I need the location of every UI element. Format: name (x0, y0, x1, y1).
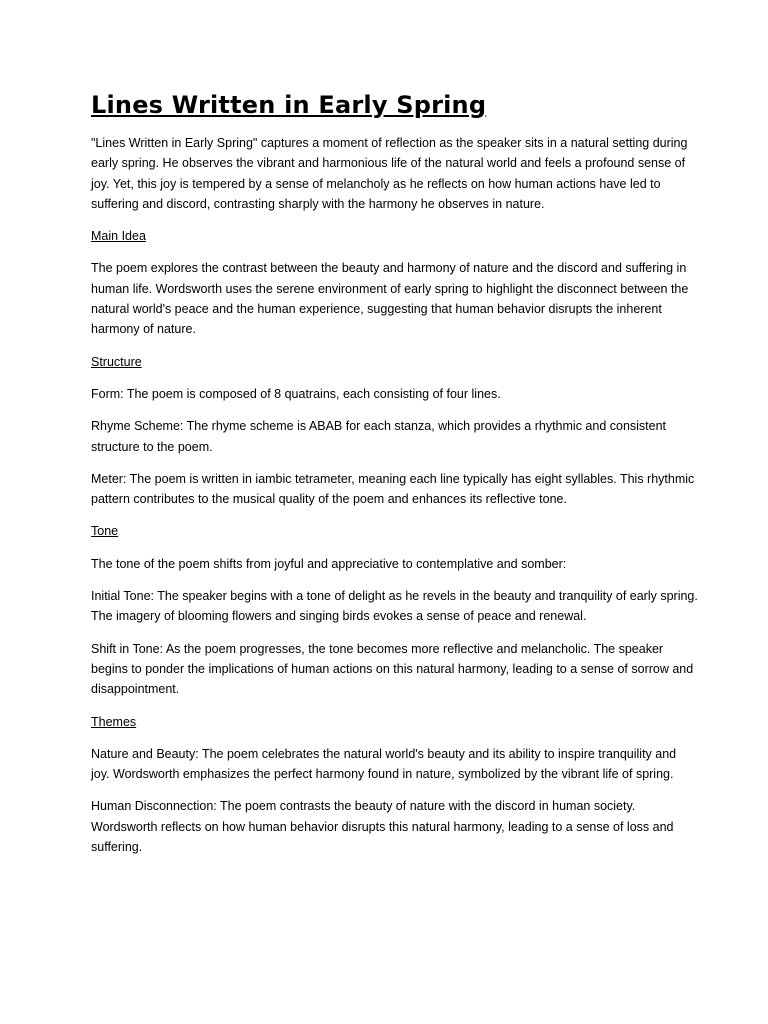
tone-intro-paragraph: The tone of the poem shifts from joyful and appreciative to contemplative and somber: (91, 556, 567, 571)
main-idea-paragraph: The poem explores the contrast between the beauty and harmony of nature and the discord and suffering in human life. Wordsworth uses the serene environment of early spring to highlight the disconnect between the natural world's peace and the human experience, suggesting that human behavior disrupts the inherent harmony of nature. (91, 261, 689, 337)
main-idea-heading: Main Idea (91, 229, 146, 244)
tone-initial-paragraph: Initial Tone: The speaker begins with a tone of delight as he revels in the beauty and tranquility of early spring. The imagery of blooming flowers and singing birds evokes a sense of peace and renewal. (91, 589, 698, 624)
structure-meter-paragraph: Meter: The poem is written in iambic tetrameter, meaning each line typically has eight syllables. This rhythmic pattern contributes to the musical quality of the poem and enhances its reflective tone. (91, 471, 695, 507)
tone-shift-paragraph: Shift in Tone: As the poem progresses, the tone becomes more reflective and melancholic. The speaker begins to ponder the implications of human actions on this natural harmony, leading to a sense of sorrow and disappointment. (91, 641, 694, 697)
structure-form-paragraph: Form: The poem is composed of 8 quatrains, each consisting of four lines. (91, 386, 501, 401)
theme-disconnection-paragraph: Human Disconnection: The poem contrasts the beauty of nature with the discord in human society. Wordsworth reflects on how human behavior disrupts this natural harmony, leading to a sense of loss and suffering. (91, 799, 674, 855)
themes-heading: Themes (91, 714, 137, 729)
tone-heading: Tone (91, 524, 119, 539)
theme-nature-paragraph: Nature and Beauty: The poem celebrates the natural world's beauty and its ability to inspire tranquility and joy. Wordsworth emphasizes the perfect harmony found in nature, symbolized by the vibrant life of spring. (91, 746, 677, 782)
document-title: Lines Written in Early Spring (91, 91, 487, 119)
structure-rhyme-paragraph: Rhyme Scheme: The rhyme scheme is ABAB for each stanza, which provides a rhythmic and consistent structure to the poem. (91, 419, 667, 454)
structure-heading: Structure (91, 354, 142, 369)
intro-paragraph: "Lines Written in Early Spring" captures a moment of reflection as the speaker sits in a natural setting during early spring. He observes the vibrant and harmonious life of the natural world and feels a profound sense of joy. Yet, this joy is tempered by a sense of melancholy as he reflects on how human actions have led to suffering and discord, contrasting sharply with the harmony he observes in nature. (91, 136, 688, 211)
